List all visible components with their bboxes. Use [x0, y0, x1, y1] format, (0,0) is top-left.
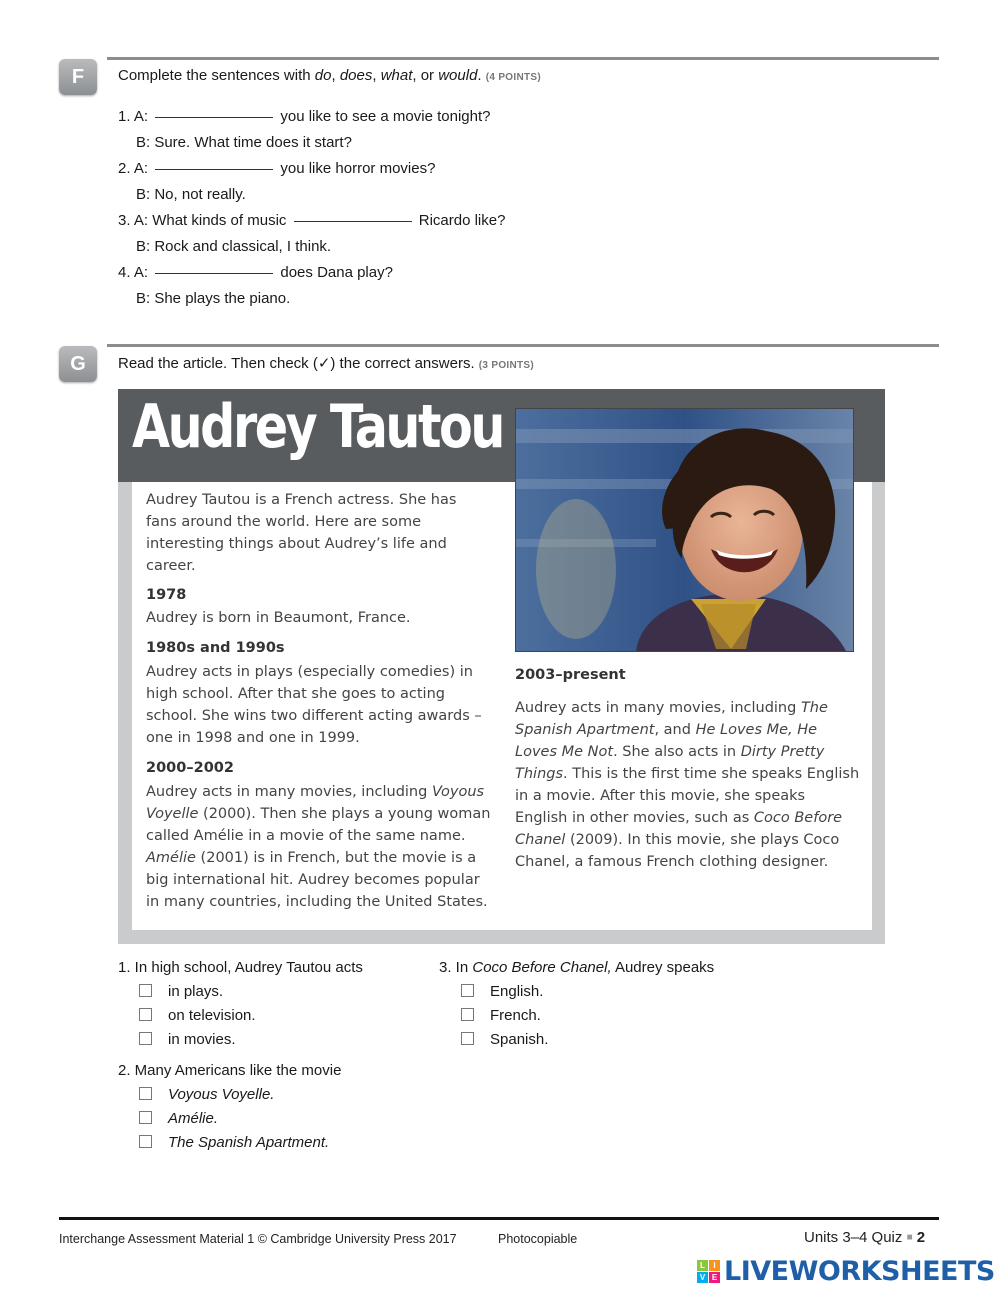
- article-title: Audrey Tautou: [132, 392, 503, 462]
- heading-2000-2002: 2000–2002: [146, 760, 234, 776]
- answer-blank[interactable]: [294, 221, 412, 222]
- q3-option-3[interactable]: Spanish.: [461, 1031, 548, 1048]
- checkbox[interactable]: [139, 984, 152, 997]
- q2-option-2[interactable]: Amélie.: [139, 1110, 218, 1127]
- f-item-2-b: B: No, not really.: [136, 186, 246, 203]
- q3-option-2[interactable]: French.: [461, 1007, 541, 1024]
- checkbox[interactable]: [139, 1008, 152, 1021]
- section-g-badge: G: [59, 346, 97, 382]
- f-item-4-b: B: She plays the piano.: [136, 290, 291, 307]
- question-1: 1. In high school, Audrey Tautou acts: [118, 959, 363, 976]
- logo-mark-icon: L I V E: [697, 1260, 720, 1283]
- f-item-2-a: 2. A: you like horror movies?: [118, 160, 436, 177]
- q2-option-1[interactable]: Voyous Voyelle.: [139, 1086, 274, 1103]
- question-2: 2. Many Americans like the movie: [118, 1062, 342, 1079]
- footer-copyright: Interchange Assessment Material 1 © Cambridge University Press 2017: [59, 1232, 457, 1246]
- answer-blank[interactable]: [155, 117, 273, 118]
- footer-quiz-title: Units 3–4 Quiz ■ 2: [804, 1229, 926, 1246]
- section-f-rule: [107, 57, 939, 60]
- q2-option-3[interactable]: The Spanish Apartment.: [139, 1134, 329, 1151]
- audrey-tautou-photo: [515, 408, 854, 652]
- answer-blank[interactable]: [155, 169, 273, 170]
- checkbox[interactable]: [461, 984, 474, 997]
- f-item-3-a: 3. A: What kinds of music Ricardo like?: [118, 212, 506, 229]
- checkbox[interactable]: [461, 1032, 474, 1045]
- footer-rule: [59, 1217, 939, 1220]
- heading-1980s-1990s: 1980s and 1990s: [146, 640, 285, 656]
- checkbox[interactable]: [461, 1008, 474, 1021]
- paragraph-2000-2002: Audrey acts in many movies, including Voyous Voyelle (2000). Then she plays a young woman called Amélie in a movie of the same name. Amélie (2001) is in French, but the movie is a big international hit. Audrey becomes popular in many countries, including the United States.: [146, 784, 491, 910]
- f-item-1-a: 1. A: you like to see a movie tonight?: [118, 108, 491, 125]
- section-f-points: (4 POINTS): [485, 72, 541, 83]
- checkbox[interactable]: [139, 1087, 152, 1100]
- q3-option-1[interactable]: English.: [461, 983, 543, 1000]
- question-3: 3. In Coco Before Chanel, Audrey speaks: [439, 959, 715, 976]
- section-f-badge: F: [59, 59, 97, 95]
- q1-option-3[interactable]: in movies.: [139, 1031, 236, 1048]
- section-f-instruction: Complete the sentences with do, does, what, or would. (4 POINTS): [118, 67, 541, 84]
- paragraph-1980s-1990s: Audrey acts in plays (especially comedies) in high school. After that she goes to acting school. She wins two different acting awards – one in 1998 and one in 1999.: [146, 664, 482, 746]
- footer-photocopiable: Photocopiable: [498, 1232, 578, 1246]
- paragraph-1978: Audrey is born in Beaumont, France.: [146, 610, 411, 626]
- f-item-3-b: B: Rock and classical, I think.: [136, 238, 332, 255]
- q1-option-2[interactable]: on television.: [139, 1007, 256, 1024]
- liveworksheets-logo: L I V E LIVEWORKSHEETS: [697, 1256, 995, 1287]
- answer-blank[interactable]: [155, 273, 273, 274]
- heading-2003-present: 2003–present: [515, 667, 626, 683]
- section-g-rule: [107, 344, 939, 347]
- article-intro: Audrey Tautou is a French actress. She has fans around the world. Here are some interesting things about Audrey’s life and career.: [146, 492, 457, 574]
- checkbox[interactable]: [139, 1135, 152, 1148]
- heading-1978: 1978: [146, 587, 187, 603]
- paragraph-2003-present: Audrey acts in many movies, including The Spanish Apartment, and He Loves Me, He Loves Me Not. She also acts in Dirty Pretty Things. This is the first time she speaks English in a movie. After this movie, she speaks English in other movies, such as Coco Before Chanel (2009). In this movie, she plays Coco Chanel, a famous French clothing designer.: [515, 700, 860, 870]
- checkbox[interactable]: [139, 1032, 152, 1045]
- f-item-1-b: B: Sure. What time does it start?: [136, 134, 352, 151]
- section-g-points: (3 POINTS): [478, 360, 535, 371]
- page-number: 2: [916, 1229, 926, 1246]
- f-item-4-a: 4. A: does Dana play?: [118, 264, 393, 281]
- section-g-instruction: Read the article. Then check (✓) the correct answers. (3 POINTS): [118, 355, 535, 372]
- q1-option-1[interactable]: in plays.: [139, 983, 223, 1000]
- checkbox[interactable]: [139, 1111, 152, 1124]
